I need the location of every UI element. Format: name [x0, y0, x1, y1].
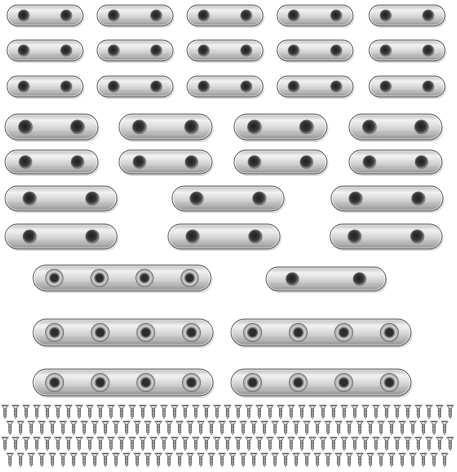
- small-two-hole-plate: [277, 40, 355, 63]
- single-two-hole-plate: [266, 267, 388, 293]
- four-hole-plate: [231, 369, 413, 398]
- screw-hole: [86, 230, 100, 244]
- screw-hole: [18, 10, 29, 21]
- wood-screw: [293, 453, 300, 467]
- medium-two-hole-plate: [119, 150, 214, 176]
- wood-screw: [150, 405, 157, 419]
- wood-screw: [420, 453, 427, 467]
- small-two-hole-plate: [97, 5, 175, 28]
- four-hole-plate: [231, 319, 413, 348]
- wood-screw: [229, 421, 236, 435]
- screw-hole: [247, 120, 261, 134]
- wood-screw: [377, 421, 384, 435]
- wood-screw: [118, 437, 125, 451]
- screw-hole: [198, 81, 209, 92]
- screw-hole: [133, 156, 146, 169]
- wood-screw: [144, 421, 151, 435]
- wood-screw: [271, 421, 278, 435]
- screw-hole: [253, 192, 267, 206]
- wood-screw: [86, 405, 93, 419]
- wood-screw: [218, 421, 225, 435]
- medium-two-hole-plate: [349, 114, 444, 142]
- small-two-hole-plate: [7, 76, 85, 99]
- screw-hole: [19, 156, 32, 169]
- wood-screw: [112, 453, 119, 467]
- wood-screw: [256, 405, 263, 419]
- wood-screw: [176, 453, 183, 467]
- screw-hole: [198, 45, 209, 56]
- wood-screw: [250, 421, 257, 435]
- wood-screw: [86, 437, 93, 451]
- plates-layer: [5, 5, 447, 398]
- four-hole-plate: [33, 369, 215, 398]
- wood-screw: [91, 421, 98, 435]
- wood-screw: [81, 421, 88, 435]
- wood-screw: [171, 405, 178, 419]
- wood-screw: [91, 453, 98, 467]
- wood-screw: [134, 421, 141, 435]
- medium-two-hole-plate: [349, 150, 444, 176]
- wood-screw: [12, 437, 19, 451]
- wood-screw: [335, 453, 342, 467]
- wood-screw: [139, 405, 146, 419]
- screw-hole: [331, 10, 342, 21]
- wood-screw: [235, 405, 242, 419]
- wood-screw: [59, 453, 66, 467]
- wood-screw: [425, 437, 432, 451]
- wood-screw: [171, 437, 178, 451]
- screw-hole: [108, 81, 119, 92]
- screw-hole: [241, 10, 252, 21]
- wood-screw: [229, 453, 236, 467]
- wood-screw: [192, 437, 199, 451]
- wood-screw: [404, 405, 411, 419]
- screw-hole: [380, 45, 391, 56]
- screw-hole: [380, 10, 391, 21]
- wood-screw: [197, 453, 204, 467]
- screw-hole: [331, 81, 342, 92]
- screw-hole: [185, 156, 198, 169]
- wood-screw: [224, 437, 231, 451]
- wood-screw: [309, 405, 316, 419]
- screw-hole: [415, 120, 429, 134]
- wood-screw: [76, 405, 83, 419]
- small-two-hole-plate: [97, 76, 175, 99]
- wood-screw: [399, 421, 406, 435]
- wood-screw: [150, 437, 157, 451]
- wood-screw: [415, 405, 422, 419]
- wood-screw: [65, 405, 72, 419]
- wood-screw: [70, 421, 77, 435]
- wood-screw: [102, 453, 109, 467]
- wood-screw: [415, 437, 422, 451]
- wood-screw: [441, 453, 448, 467]
- wood-screw: [319, 437, 326, 451]
- wood-screw: [81, 453, 88, 467]
- wood-screw: [441, 421, 448, 435]
- wood-screw: [187, 453, 194, 467]
- wood-screw: [12, 405, 19, 419]
- wood-screw: [245, 437, 252, 451]
- screw-hole: [151, 81, 162, 92]
- wood-screw: [266, 405, 273, 419]
- wood-screw: [447, 437, 454, 451]
- wood-screw: [383, 405, 390, 419]
- wood-screw: [44, 437, 51, 451]
- wood-screw: [203, 405, 210, 419]
- screw-hole: [348, 230, 362, 244]
- wood-screw: [420, 421, 427, 435]
- screw-hole: [288, 10, 299, 21]
- small-two-hole-plate: [187, 40, 265, 63]
- wood-screw: [182, 405, 189, 419]
- wood-screw: [266, 437, 273, 451]
- wood-screw: [309, 437, 316, 451]
- screw-hole: [108, 10, 119, 21]
- wood-screw: [139, 437, 146, 451]
- wood-screw: [28, 453, 35, 467]
- wood-screw: [218, 453, 225, 467]
- small-two-hole-plate: [7, 5, 85, 28]
- wood-screw: [192, 405, 199, 419]
- screw-hole: [423, 81, 434, 92]
- wood-screw: [203, 437, 210, 451]
- wood-screw: [447, 405, 454, 419]
- wood-screw: [213, 405, 220, 419]
- wood-screw: [165, 453, 172, 467]
- small-two-hole-plate: [369, 5, 447, 28]
- wood-screw: [224, 405, 231, 419]
- screw-hole: [23, 230, 37, 244]
- small-two-hole-plate: [277, 76, 355, 99]
- wood-screw: [346, 421, 353, 435]
- wood-screw: [372, 437, 379, 451]
- screw-hole: [86, 192, 100, 206]
- wood-screw: [123, 421, 130, 435]
- four-hole-plate: [33, 319, 215, 348]
- wood-screw: [367, 453, 374, 467]
- wood-screw: [144, 453, 151, 467]
- wood-screw: [38, 453, 45, 467]
- wood-screw: [240, 453, 247, 467]
- wood-screw: [436, 405, 443, 419]
- wood-screw: [107, 405, 114, 419]
- wood-screw: [298, 405, 305, 419]
- wood-screw: [160, 405, 167, 419]
- screw-hole: [61, 10, 72, 21]
- screw-hole: [362, 120, 376, 134]
- screw-hole: [61, 81, 72, 92]
- wood-screw: [208, 421, 215, 435]
- wood-screw: [282, 453, 289, 467]
- screw-hole: [415, 156, 428, 169]
- wood-screw: [330, 437, 337, 451]
- wood-screw: [356, 453, 363, 467]
- small-two-hole-plate: [187, 76, 265, 99]
- screw-hole: [190, 192, 204, 206]
- wood-screw: [377, 453, 384, 467]
- screw-hole: [331, 45, 342, 56]
- four-hole-plate: [33, 265, 213, 293]
- screw-hole: [423, 45, 434, 56]
- screw-hole: [423, 10, 434, 21]
- wood-screw: [28, 421, 35, 435]
- wood-screw: [303, 453, 310, 467]
- wood-screw: [102, 421, 109, 435]
- wood-screw: [160, 437, 167, 451]
- wood-screw: [176, 421, 183, 435]
- wood-screw: [49, 421, 56, 435]
- wood-screw: [399, 453, 406, 467]
- wood-screw: [303, 421, 310, 435]
- screw-hole: [18, 45, 29, 56]
- screw-hole: [241, 81, 252, 92]
- wood-screw: [383, 437, 390, 451]
- screw-hole: [151, 10, 162, 21]
- wood-screw: [123, 453, 130, 467]
- screw-hole: [198, 10, 209, 21]
- wood-screw: [293, 421, 300, 435]
- screw-hole: [18, 81, 29, 92]
- wood-screw: [372, 405, 379, 419]
- wood-screw: [351, 405, 358, 419]
- wood-screw: [256, 437, 263, 451]
- screw-hole: [23, 192, 37, 206]
- small-two-hole-plate: [97, 40, 175, 63]
- wood-screw: [23, 437, 30, 451]
- screws-layer: [1, 405, 454, 467]
- medium-two-hole-plate: [119, 114, 214, 142]
- wood-screw: [182, 437, 189, 451]
- wood-screw: [112, 421, 119, 435]
- wood-screw: [324, 453, 331, 467]
- screw-hole: [353, 273, 366, 286]
- wood-screw: [271, 453, 278, 467]
- screw-hole: [108, 45, 119, 56]
- medium-two-hole-plate: [234, 150, 329, 176]
- wood-screw: [277, 405, 284, 419]
- wood-screw: [165, 421, 172, 435]
- wood-screw: [213, 437, 220, 451]
- wood-screw: [288, 405, 295, 419]
- wood-screw: [404, 437, 411, 451]
- wood-screw: [54, 437, 61, 451]
- wood-screw: [250, 453, 257, 467]
- wood-screw: [59, 421, 66, 435]
- wood-screw: [330, 405, 337, 419]
- wood-screw: [187, 421, 194, 435]
- wood-screw: [208, 453, 215, 467]
- wood-screw: [76, 437, 83, 451]
- screw-hole: [363, 156, 376, 169]
- wood-screw: [341, 405, 348, 419]
- wood-screw: [346, 453, 353, 467]
- wood-screw: [49, 453, 56, 467]
- medium-two-hole-plate: [5, 150, 100, 176]
- screw-hole: [286, 273, 299, 286]
- screw-hole: [241, 45, 252, 56]
- wood-screw: [240, 421, 247, 435]
- screw-hole: [185, 120, 199, 134]
- wood-screw: [261, 453, 268, 467]
- screw-hole: [18, 120, 32, 134]
- wood-screw: [409, 421, 416, 435]
- wood-screw: [314, 421, 321, 435]
- wood-screw: [288, 437, 295, 451]
- screw-hole: [71, 120, 85, 134]
- wood-screw: [6, 453, 13, 467]
- wood-screw: [197, 421, 204, 435]
- wood-screw: [155, 453, 162, 467]
- screw-hole: [349, 192, 363, 206]
- wood-screw: [425, 405, 432, 419]
- wood-screw: [107, 437, 114, 451]
- wood-screw: [65, 437, 72, 451]
- screw-hole: [249, 230, 262, 244]
- small-two-hole-plate: [187, 5, 265, 28]
- wood-screw: [314, 453, 321, 467]
- wood-screw: [436, 437, 443, 451]
- medium-two-hole-plate: [234, 114, 329, 142]
- wood-screw: [367, 421, 374, 435]
- long-two-hole-plate: [172, 186, 286, 213]
- small-two-hole-plate: [369, 76, 447, 99]
- wood-screw: [394, 437, 401, 451]
- wood-screw: [388, 453, 395, 467]
- wood-screw: [298, 437, 305, 451]
- wood-screw: [54, 405, 61, 419]
- long-two-hole-plate: [331, 186, 445, 213]
- screw-hole: [61, 45, 72, 56]
- wood-screw: [38, 421, 45, 435]
- wood-screw: [118, 405, 125, 419]
- wood-screw: [235, 437, 242, 451]
- wood-screw: [23, 405, 30, 419]
- wood-screw: [97, 405, 104, 419]
- wood-screw: [1, 437, 8, 451]
- long-two-hole-plate: [330, 224, 444, 251]
- wood-screw: [44, 405, 51, 419]
- screw-hole: [132, 120, 146, 134]
- wood-screw: [430, 421, 437, 435]
- wood-screw: [362, 437, 369, 451]
- wood-screw: [341, 437, 348, 451]
- wood-screw: [155, 421, 162, 435]
- wood-screw: [129, 437, 136, 451]
- screw-hole: [248, 156, 261, 169]
- screw-hole: [71, 156, 84, 169]
- screw-hole: [380, 81, 391, 92]
- screw-hole: [300, 156, 313, 169]
- screw-hole: [411, 230, 425, 244]
- wood-screw: [129, 405, 136, 419]
- screw-hole: [186, 230, 200, 244]
- screw-hole: [412, 192, 426, 206]
- wood-screw: [319, 405, 326, 419]
- screw-hole: [288, 45, 299, 56]
- wood-screw: [277, 437, 284, 451]
- wood-screw: [1, 405, 8, 419]
- wood-screw: [409, 453, 416, 467]
- medium-two-hole-plate: [5, 114, 100, 142]
- wood-screw: [17, 421, 24, 435]
- wood-screw: [134, 453, 141, 467]
- wood-screw: [70, 453, 77, 467]
- wood-screw: [261, 421, 268, 435]
- screw-hole: [288, 81, 299, 92]
- wood-screw: [6, 421, 13, 435]
- small-two-hole-plate: [7, 40, 85, 63]
- wood-screw: [245, 405, 252, 419]
- wood-screw: [388, 421, 395, 435]
- small-two-hole-plate: [369, 40, 447, 63]
- wood-screw: [324, 421, 331, 435]
- long-two-hole-plate: [5, 186, 119, 213]
- wood-screw: [33, 437, 40, 451]
- wood-screw: [33, 405, 40, 419]
- wood-screw: [351, 437, 358, 451]
- small-two-hole-plate: [277, 5, 355, 28]
- wood-screw: [362, 405, 369, 419]
- wood-screw: [335, 421, 342, 435]
- wood-screw: [430, 453, 437, 467]
- wood-screw: [17, 453, 24, 467]
- long-two-hole-plate: [5, 224, 119, 251]
- wood-screw: [282, 421, 289, 435]
- wood-screw: [97, 437, 104, 451]
- screw-hole: [300, 120, 314, 134]
- wood-screw: [394, 405, 401, 419]
- wood-screw: [356, 421, 363, 435]
- long-two-hole-plate: [168, 224, 282, 251]
- screw-hole: [151, 45, 162, 56]
